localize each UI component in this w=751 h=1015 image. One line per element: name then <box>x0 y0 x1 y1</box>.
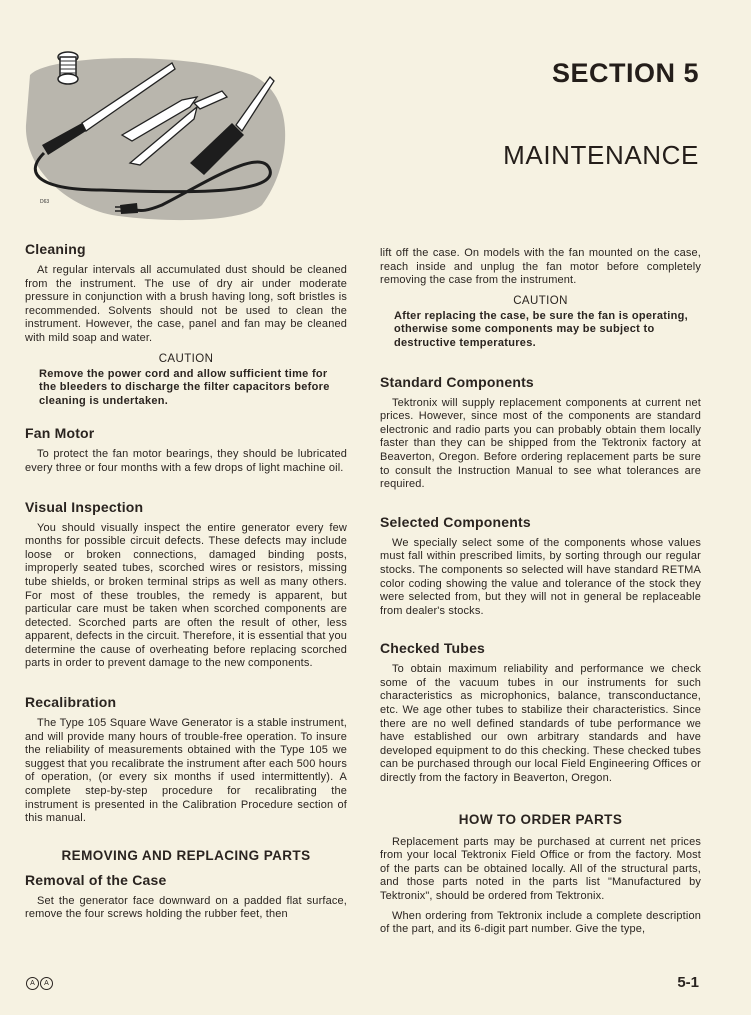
order-paragraph-2: When ordering from Tektronix include a complete description of the part, and its 6-digit part number. Give the type, <box>380 909 701 936</box>
checked-tubes-heading: Checked Tubes <box>380 640 486 657</box>
figure-label: D63 <box>40 199 50 205</box>
cleaning-paragraph: At regular intervals all accumulated dust should be cleaned from the instrument. The use of dry air under moderate pressure in conjunction with a brush having long, soft bristles is recommended. Solvents should not be used to clean the instrument. However, the case, panel and fan may be cleaned with mild soap and water. <box>25 264 347 344</box>
section-number: SECTION 5 <box>551 58 699 88</box>
order-paragraph-1: Replacement parts may be purchased at current net prices from your local Tektronix Field Office or from the factory. Most of the parts can be obtained locally. All of the structural parts, and those parts noted in the parts list "Manufactured by Tektronix", should be ordered from Tektronix. <box>380 835 701 902</box>
cleaning-heading: Cleaning <box>25 241 86 257</box>
standard-components-heading: Standard Components <box>380 373 534 390</box>
tools-illustration <box>22 45 297 225</box>
soldering-tools-icon <box>22 45 297 225</box>
removal-paragraph: Set the generator face downward on a padded flat surface, remove the four screws holding the rubber feet, then <box>25 894 347 921</box>
standard-components-paragraph: Tektronix will supply replacement components at current net prices. However, since most of the components are standard electronic and radio parts you can probably obtain them locally faster than they can be shipped from the Tektronix factory at Beaverton, Oregon. Before ordering replacement parts be sure to consult the Instruction Manual to see what tolerances are required. <box>380 396 701 491</box>
caution-label-right: CAUTION <box>513 294 568 307</box>
fan-motor-paragraph: To protect the fan motor bearings, they should be lubricated every three or four months with a few drops of light machine oil. <box>25 448 347 474</box>
visual-inspection-heading: Visual Inspection <box>25 498 144 515</box>
removing-replacing-heading: REMOVING AND REPLACING PARTS <box>61 847 311 863</box>
caution-label: CAUTION <box>158 352 214 365</box>
publisher-mark-1: A <box>26 977 39 990</box>
selected-components-heading: Selected Components <box>380 513 531 530</box>
caution-text: Remove the power cord and allow sufficient time for the bleeders to discharge the filter capacitors before cleaning is undertaken. <box>39 367 330 407</box>
caution-text-right: After replacing the case, be sure the fan is operating, otherwise some components may be subject to destructive temperatures. <box>394 309 689 349</box>
right-column <box>380 247 701 937</box>
how-to-order-heading: HOW TO ORDER PARTS <box>458 811 623 827</box>
recalibration-paragraph: The Type 105 Square Wave Generator is a stable instrument, and will provide many hours of trouble-free operation. To insure the reliability of measurements obtained with the Type 105 we suggest that you recalibrate the instrument after each 500 hours of operation, (or every six months if used intermittently). A complete step-by-step procedure for recalibrating the instrument is presented in the Calibration Procedure section of this manual. <box>25 717 347 825</box>
checked-tubes-paragraph: To obtain maximum reliability and performance we check some of the vacuum tubes in our instruments for such characteristics as microphonics, balance, transconductance, etc. We age other tubes to stabilize their characteristics. Since there are no well defined standards of tube performance we have established our own arbitrary standards and have developed equipment to do this checking. These checked tubes can be purchased through our local Field Engineering Offices or directly from the factory in Beaverton, Oregon. <box>380 663 701 785</box>
recalibration-heading: Recalibration <box>25 694 117 711</box>
fan-motor-heading: Fan Motor <box>25 425 95 442</box>
publisher-mark <box>26 977 54 990</box>
removal-of-case-heading: Removal of the Case <box>25 871 167 888</box>
selected-components-paragraph: We specially select some of the components whose values must fall within prescribed limits, by sorting through our regular stocks. The components so selected will have standard RETMA color coding showing the value and tolerance of the stock they were selected from, but they will not in general be replaceable from dealer's stocks. <box>380 536 701 617</box>
left-column <box>25 241 347 922</box>
publisher-mark-2: A <box>40 977 53 990</box>
continued-paragraph: lift off the case. On models with the fan mounted on the case, reach inside and unplug the fan motor before completely removing the case from the instrument. <box>380 247 701 287</box>
page-title: MAINTENANCE <box>503 140 699 170</box>
visual-inspection-paragraph: You should visually inspect the entire generator every few months for possible circuit defects. These defects may include loose or broken connections, damaged binding posts, improperly seated tubes, scorched wires or resistors, missing tube shields, or broken terminal strips as well as many others. For most of these troubles, the remedy is apparent, but particular care must be taken when scorched components are detected. Scorched parts are often the result of other, less apparent, defects in the circuit. Therefore, it is essential that you determine the cause of overheating before replacing scorched parts in order to prevent damage to the new components. <box>25 521 347 670</box>
page-number: 5-1 <box>677 974 699 991</box>
